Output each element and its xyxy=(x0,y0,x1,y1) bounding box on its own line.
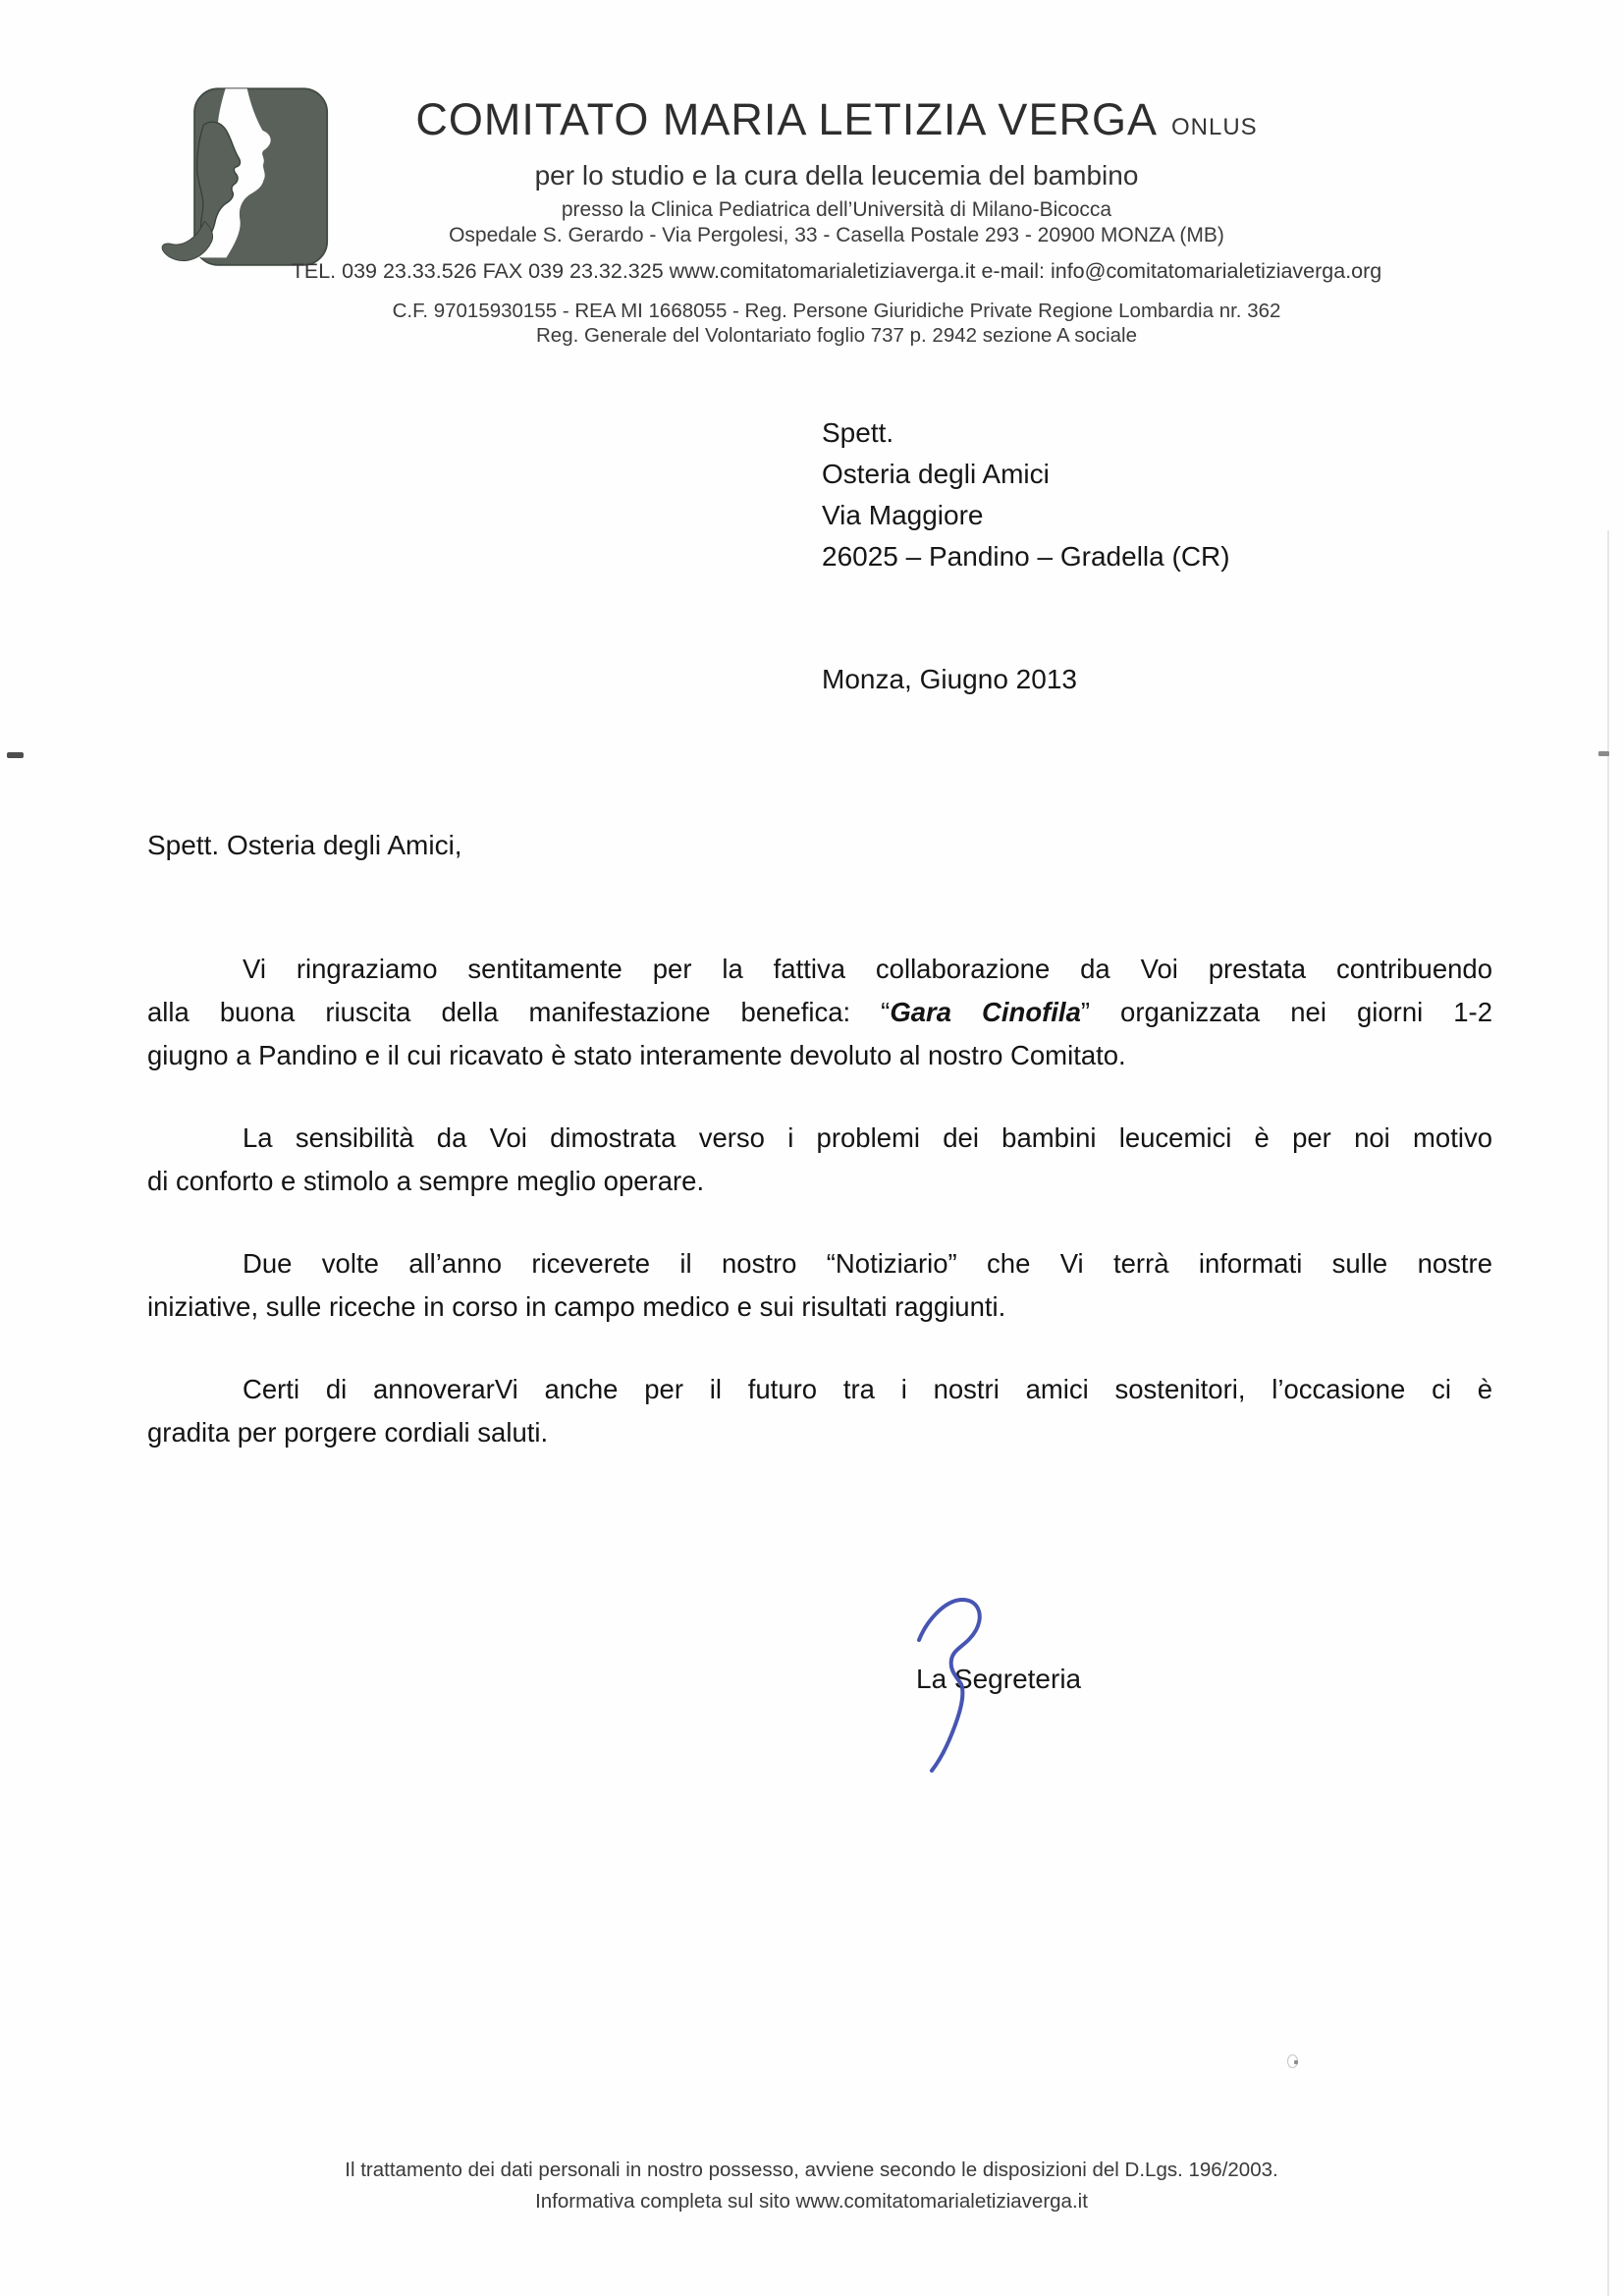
recipient-line: Via Maggiore xyxy=(822,500,984,530)
handwritten-signature-ink xyxy=(909,1589,1029,1783)
body-line: La sensibilità da Voi dimostrata verso i problemi dei bambini leucemici è per noi motivo xyxy=(243,1122,1492,1153)
registry-line-1: C.F. 97015930155 - REA MI 1668055 - Reg. Persone Giuridiche Private Regione Lombardia nr. 362 xyxy=(392,300,1281,322)
body-line: gradita per porgere cordiali saluti. xyxy=(147,1417,549,1448)
body-line: Certi di annoverarVi anche per il futuro tra i nostri amici sostenitori, l’occasione ci è xyxy=(243,1374,1492,1404)
paragraph-2 xyxy=(147,1117,1492,1203)
footer-website-line: Informativa completa sul sito www.comitatomarialetiziaverga.it xyxy=(535,2190,1088,2213)
letter-body xyxy=(147,948,1492,1454)
paragraph-3 xyxy=(147,1242,1492,1329)
scan-artifact-speck-dot xyxy=(1294,2060,1298,2064)
paragraph-4 xyxy=(147,1368,1492,1454)
body-line: iniziative, sulle riceche in corso in campo medico e sui risultati raggiunti. xyxy=(147,1291,1006,1322)
recipient-line: Spett. xyxy=(822,417,894,448)
org-name-title xyxy=(51,94,1622,145)
body-text: ” organizzata nei giorni 1-2 xyxy=(1080,997,1492,1027)
recipient-block xyxy=(822,412,1230,577)
body-text: alla buona riuscita della manifestazione benefica: “ xyxy=(147,997,891,1027)
recipient-line: 26025 – Pandino – Gradella (CR) xyxy=(822,541,1230,572)
scan-artifact-right-dash xyxy=(1598,751,1609,756)
contact-line: TEL. 039 23.33.526 FAX 039 23.32.325 www.comitatomarialetiziaverga.it e-mail: info@comitatomarialetiziaverga.org xyxy=(291,259,1382,283)
org-name: COMITATO MARIA LETIZIA VERGA xyxy=(415,94,1158,144)
signature-label: La Segreteria xyxy=(916,1664,1082,1694)
body-line: di conforto e stimolo a sempre meglio operare. xyxy=(147,1166,705,1196)
registry-line-2: Reg. Generale del Volontariato foglio 737 p. 2942 sezione A sociale xyxy=(535,324,1138,347)
org-tagline: per lo studio e la cura della leucemia del bambino xyxy=(534,160,1139,191)
salutation: Spett. Osteria degli Amici, xyxy=(147,830,462,860)
recipient-line: Osteria degli Amici xyxy=(822,459,1050,489)
event-name-emphasis: Gara Cinofila xyxy=(890,997,1081,1027)
body-line: Due volte all’anno riceverete il nostro “Notiziario” che Vi terrà informati sulle nostre xyxy=(243,1248,1492,1279)
scan-artifact-page-edge xyxy=(1607,530,1609,2296)
paragraph-1 xyxy=(147,948,1492,1077)
footer-privacy-line: Il trattamento dei dati personali in nostro possesso, avviene secondo le disposizioni del D.Lgs. 196/2003. xyxy=(345,2159,1278,2181)
body-line: Vi ringraziamo sentitamente per la fattiva collaborazione da Voi prestata contribuendo xyxy=(243,954,1492,984)
body-line xyxy=(147,991,1492,1034)
org-suffix: ONLUS xyxy=(1170,114,1258,140)
dateline: Monza, Giugno 2013 xyxy=(822,664,1077,694)
address-line: Ospedale S. Gerardo - Via Pergolesi, 33 - Casella Postale 293 - 20900 MONZA (MB) xyxy=(449,224,1224,246)
body-line: giugno a Pandino e il cui ricavato è stato interamente devoluto al nostro Comitato. xyxy=(147,1040,1126,1070)
clinic-line: presso la Clinica Pediatrica dell’Università di Milano-Bicocca xyxy=(561,198,1112,221)
scan-artifact-left-dash xyxy=(7,752,24,758)
